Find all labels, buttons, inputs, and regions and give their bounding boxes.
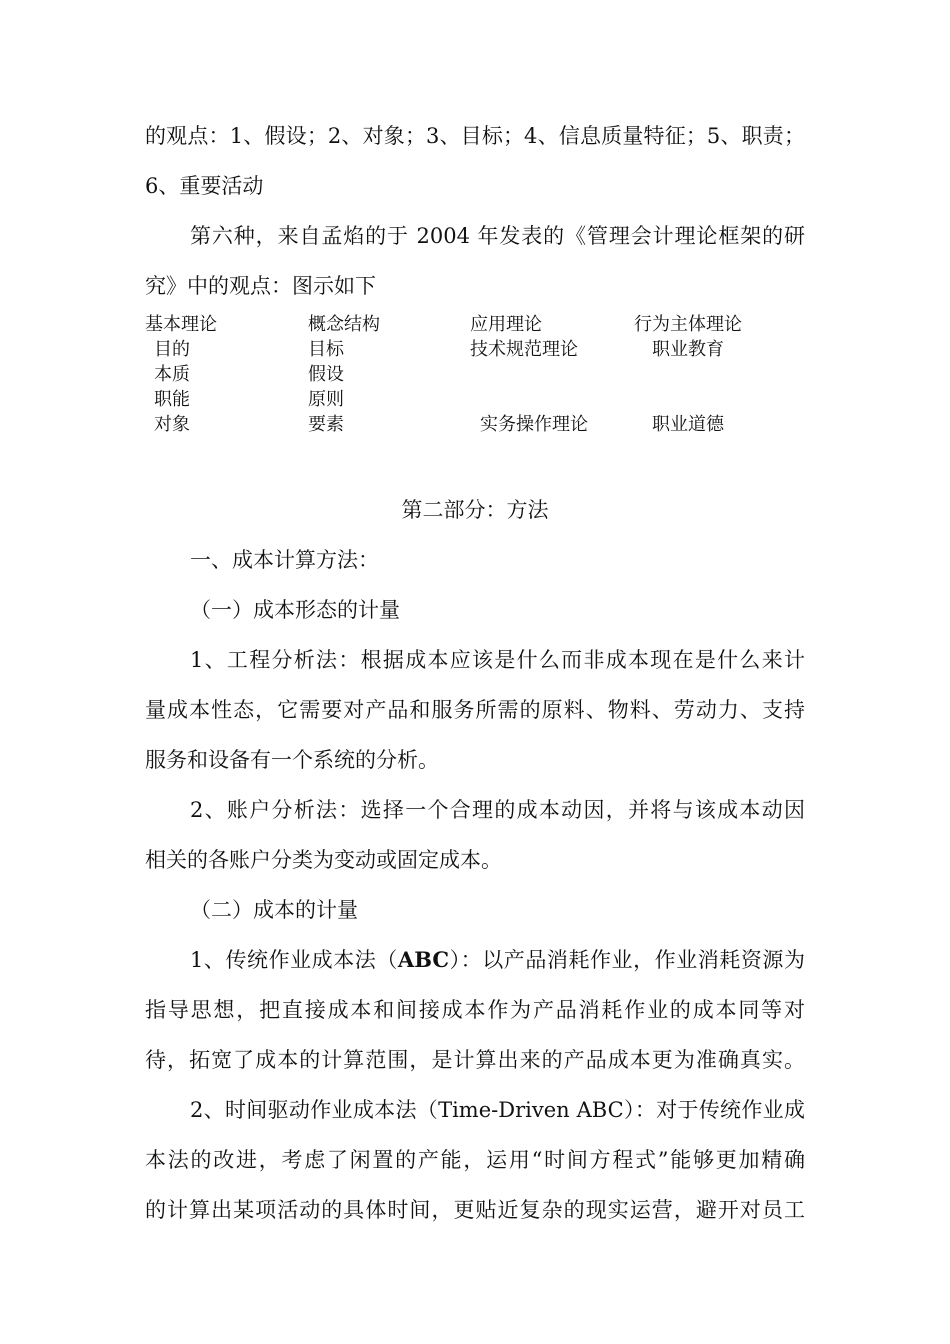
framework-cell: 对象 xyxy=(154,414,190,435)
paragraph-line: 1、工程分析法：根据成本应该是什么而非成本现在是什么来计 xyxy=(190,648,805,672)
paragraph-line: 2、账户分析法：选择一个合理的成本动因，并将与该成本动因 xyxy=(190,798,805,822)
framework-cell: 假设 xyxy=(308,364,344,385)
section-title: 第二部分：方法 xyxy=(401,498,549,522)
framework-cell: 本质 xyxy=(154,364,190,385)
paragraph-line: 的计算出某项活动的具体时间，更贴近复杂的现实运营，避开对员工 xyxy=(145,1198,805,1222)
heading: 一、成本计算方法： xyxy=(190,548,379,572)
framework-cell: 目的 xyxy=(154,339,190,360)
paragraph-line xyxy=(190,945,805,975)
paragraph-line: 待，拓宽了成本的计算范围，是计算出来的产品成本更为准确真实。 xyxy=(145,1048,805,1072)
paragraph-line: 指导思想，把直接成本和间接成本作为产品消耗作业的成本同等对 xyxy=(145,998,805,1022)
framework-cell: 技术规范理论 xyxy=(470,339,578,360)
paragraph-line: 相关的各账户分类为变动或固定成本。 xyxy=(145,848,502,872)
framework-row xyxy=(145,387,805,412)
framework-row xyxy=(145,362,805,387)
paragraph-line: 第六种，来自孟焰的于 2004 年发表的《管理会计理论框架的研 xyxy=(190,224,805,248)
text-segment: ）：以产品消耗作业，作业消耗资源为 xyxy=(449,948,805,972)
paragraph-line: 6、重要活动 xyxy=(145,174,264,198)
framework-cell: 职能 xyxy=(154,389,190,410)
framework-header: 概念结构 xyxy=(308,314,380,335)
subheading: （二）成本的计量 xyxy=(190,898,358,922)
framework-cell: 要素 xyxy=(308,414,344,435)
framework-cell: 职业教育 xyxy=(652,339,724,360)
framework-cell: 实务操作理论 xyxy=(480,414,588,435)
framework-cell: 职业道德 xyxy=(652,414,724,435)
paragraph-line: 服务和设备有一个系统的分析。 xyxy=(145,748,439,772)
paragraph-line: 究》中的观点：图示如下 xyxy=(145,274,376,298)
abbreviation: ABC xyxy=(397,947,450,972)
framework-header: 行为主体理论 xyxy=(634,314,742,335)
paragraph-line: 2、时间驱动作业成本法（Time-Driven ABC）：对于传统作业成 xyxy=(190,1098,805,1122)
framework-header: 应用理论 xyxy=(470,314,542,335)
paragraph-line: 本法的改进，考虑了闲置的产能，运用“时间方程式”能够更加精确 xyxy=(145,1148,805,1172)
paragraph-line: 的观点：1、假设；2、对象；3、目标；4、信息质量特征；5、职责； xyxy=(145,124,805,148)
paragraph-line: 量成本性态，它需要对产品和服务所需的原料、物料、劳动力、支持 xyxy=(145,698,805,722)
framework-cell: 目标 xyxy=(308,339,344,360)
framework-header-row xyxy=(145,312,805,337)
framework-row xyxy=(145,337,805,362)
framework-header: 基本理论 xyxy=(145,314,217,335)
framework-row xyxy=(145,412,805,437)
subheading: （一）成本形态的计量 xyxy=(190,598,400,622)
framework-cell: 原则 xyxy=(308,389,344,410)
text-segment: 1、传统作业成本法（ xyxy=(190,948,398,972)
